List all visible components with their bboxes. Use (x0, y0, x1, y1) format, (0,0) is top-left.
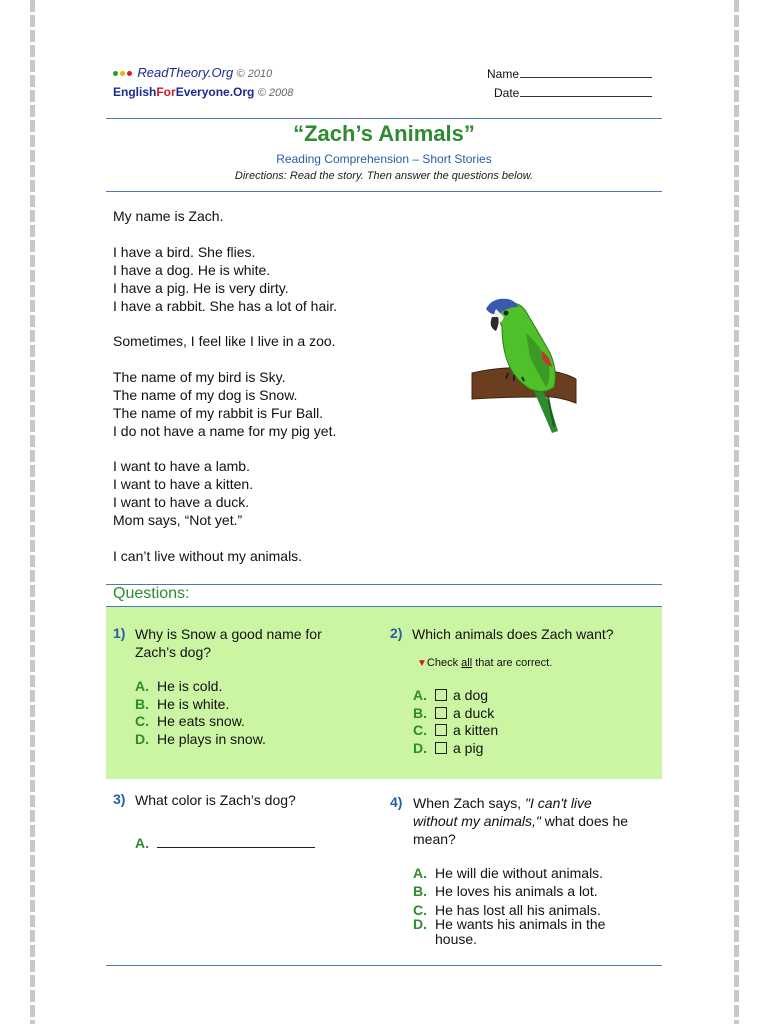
story-line: I want to have a kitten. (113, 476, 254, 492)
answer-row[interactable] (135, 835, 315, 853)
option-c[interactable] (135, 713, 266, 731)
question-1-text (135, 625, 322, 661)
option-d[interactable] (413, 917, 605, 947)
option-letter: C. (135, 713, 149, 729)
checkbox[interactable] (435, 707, 447, 719)
option-text: a dog (453, 687, 489, 703)
option-a[interactable] (135, 678, 266, 696)
question-2-text: Which animals does Zach want? (412, 626, 614, 642)
option-b[interactable] (135, 696, 266, 714)
question-4-text (413, 794, 628, 848)
option-letter: A. (135, 835, 149, 851)
checkbox[interactable] (435, 724, 447, 736)
yellow-dot-icon (120, 71, 125, 76)
option-text: a kitten (453, 722, 499, 738)
checkbox-option-a[interactable] (413, 687, 498, 705)
date-field[interactable] (494, 85, 652, 100)
warning-triangle-icon: ▼ (417, 658, 427, 669)
question-3-text: What color is Zach’s dog? (135, 792, 296, 808)
option-letter: A. (135, 678, 149, 694)
divider-bottom (106, 965, 662, 966)
brand-secondary-part3: Everyone.Org (175, 85, 255, 99)
story-paragraph (113, 332, 337, 350)
checkbox[interactable] (435, 742, 447, 754)
question-text-plain: what does he (540, 813, 629, 829)
answer-line[interactable] (157, 835, 315, 848)
story-line: The name of my rabbit is Fur Ball. (113, 404, 324, 421)
parrot-illustration (466, 293, 582, 439)
question-4-options (413, 865, 605, 947)
story-line: I can’t live without my animals. (113, 547, 303, 564)
option-letter: D. (135, 730, 149, 747)
readtheory-logo (113, 65, 272, 80)
red-dot-icon (127, 71, 132, 76)
brand-secondary-part2: For (156, 85, 176, 99)
option-text-continued: house. (435, 930, 478, 947)
option-text: He is white. (157, 695, 230, 712)
story-paragraph (113, 243, 337, 315)
directions: Directions: Read the story. Then answer the questions below. (234, 170, 534, 182)
option-letter: C. (413, 901, 427, 918)
checkbox-option-c[interactable] (413, 722, 498, 740)
question-text-line: mean? (413, 831, 456, 847)
option-a[interactable] (413, 865, 605, 883)
story-line: The name of my dog is Snow. (113, 386, 298, 403)
note-emphasis: all (461, 657, 473, 669)
option-letter: D. (413, 739, 427, 756)
subtitle: Reading Comprehension – Short Stories (276, 152, 492, 166)
option-text: He loves his animals a lot. (435, 883, 598, 899)
option-text: He will die without animals. (435, 865, 604, 881)
note-suffix: that are correct. (472, 657, 553, 669)
right-dashed-border (734, 0, 739, 1024)
option-text: a duck (453, 704, 495, 721)
option-text: a pig (453, 739, 484, 756)
name-field[interactable] (487, 66, 652, 81)
option-b[interactable] (413, 883, 605, 902)
story-line: I want to have a duck. (113, 494, 250, 510)
story-paragraph (113, 457, 337, 529)
question-text-line (413, 794, 628, 812)
questions-heading: Questions: (113, 585, 190, 602)
brand-secondary-copyright: © 2008 (257, 87, 294, 99)
question-1-number: 1) (113, 625, 126, 641)
question-3-number: 3) (113, 791, 126, 807)
englishforeveryone-logo (113, 85, 293, 99)
option-letter: C. (413, 722, 427, 738)
checkbox-option-d[interactable] (413, 740, 498, 758)
divider-title-bottom (106, 191, 662, 192)
story-line: I do not have a name for my pig yet. (113, 422, 337, 439)
question-1-options (135, 678, 266, 748)
green-dot-icon (113, 71, 118, 76)
option-text: He eats snow. (157, 713, 245, 729)
name-line[interactable] (520, 66, 652, 78)
question-text-plain: When Zach says, (413, 795, 526, 811)
option-text: He is cold. (157, 678, 223, 694)
brand-primary-copyright: © 2010 (236, 68, 273, 80)
story-line: Sometimes, I feel like I live in a zoo. (113, 333, 336, 349)
brand-secondary-part1: English (113, 85, 157, 99)
checkbox[interactable] (435, 689, 447, 701)
date-line[interactable] (520, 85, 652, 97)
page-title: “Zach’s Animals” (293, 121, 475, 146)
option-letter: B. (413, 883, 427, 899)
story-line: I have a rabbit. She has a lot of hair. (113, 297, 338, 314)
option-letter: B. (135, 695, 149, 712)
question-4-number: 4) (390, 794, 403, 810)
question-text-italic: without my animals," (413, 813, 541, 829)
checkbox-option-b[interactable] (413, 705, 498, 723)
question-text-italic: "I can't live (525, 795, 592, 811)
option-letter: A. (413, 865, 427, 881)
story-line: I have a bird. She flies. (113, 243, 256, 260)
story-line: I have a pig. He is very dirty. (113, 279, 289, 296)
divider-top (106, 118, 662, 119)
option-letter: D. (413, 915, 427, 932)
date-label: Date (494, 86, 520, 100)
question-text-line (413, 812, 628, 830)
story-text (113, 207, 337, 582)
option-letter: A. (413, 687, 427, 703)
story-paragraph (113, 207, 337, 225)
story-paragraph (113, 547, 337, 565)
brand-primary: ReadTheory.Org (137, 65, 234, 80)
option-c[interactable] (413, 902, 605, 917)
check-all-note (417, 657, 552, 669)
question-text-line: Zach’s dog? (135, 644, 212, 660)
question-2-options (413, 687, 498, 757)
story-line: The name of my bird is Sky. (113, 368, 286, 385)
option-letter: B. (413, 704, 427, 721)
option-text: He plays in snow. (157, 730, 266, 747)
option-text: He wants his animals in the (435, 915, 606, 932)
left-dashed-border (30, 0, 35, 1024)
note-prefix: Check (426, 657, 462, 669)
story-line: Mom says, “Not yet.” (113, 512, 243, 528)
question-text-line: Why is Snow a good name for (135, 626, 322, 642)
story-line: I want to have a lamb. (113, 458, 250, 474)
name-label: Name (487, 67, 520, 81)
story-paragraph (113, 368, 337, 440)
option-d[interactable] (135, 731, 266, 749)
option-text: He has lost all his animals. (435, 901, 601, 918)
story-line: My name is Zach. (113, 208, 224, 224)
question-3-answer (135, 835, 315, 853)
question-2-number: 2) (390, 625, 403, 641)
story-line: I have a dog. He is white. (113, 261, 271, 278)
